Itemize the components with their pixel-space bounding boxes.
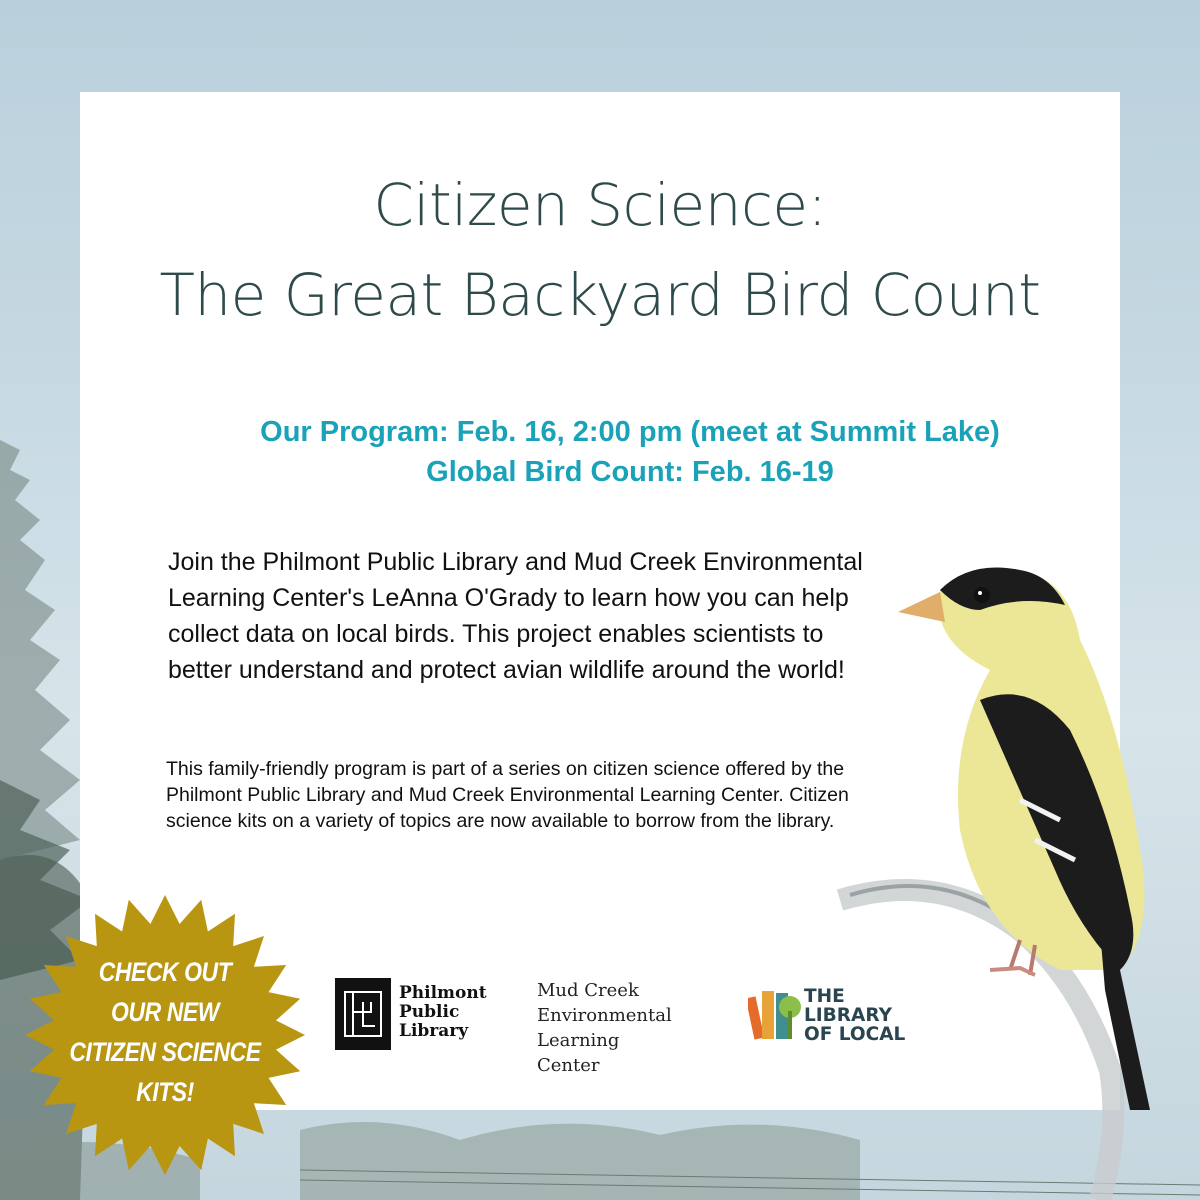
philmont-logo-mark-icon xyxy=(335,978,391,1050)
program-date-line: Our Program: Feb. 16, 2:00 pm (meet at Summit Lake) xyxy=(260,416,1000,448)
philmont-logo-line: Philmont xyxy=(399,983,487,1003)
global-count-date-line: Global Bird Count: Feb. 16-19 xyxy=(426,456,834,488)
books-icon xyxy=(748,985,802,1041)
library-of-local-line: OF LOCAL xyxy=(804,1024,906,1045)
page-title xyxy=(0,160,1200,340)
philmont-library-logo xyxy=(335,978,495,1050)
goldfinch-icon xyxy=(820,550,1200,1200)
mud-creek-logo xyxy=(537,978,717,1078)
mud-creek-logo-line: Center xyxy=(537,1055,600,1076)
badge-line-2: OUR NEW xyxy=(111,997,219,1027)
mud-creek-logo-line: Learning xyxy=(537,1030,620,1051)
philmont-logo-line: Public xyxy=(399,1002,460,1022)
secondary-description: This family-friendly program is part of a series on citizen science offered by the Philmont Public Library and Mud Creek Environmental Learning Center. Citizen science kits on a variety of topics are now available to borrow from the library. xyxy=(166,758,849,832)
badge-line-4: KITS! xyxy=(136,1077,194,1107)
mud-creek-logo-line: Mud Creek xyxy=(537,980,639,1001)
badge-line-3: CITIZEN SCIENCE xyxy=(69,1037,261,1067)
kits-badge xyxy=(59,952,272,1112)
philmont-logo-line: Library xyxy=(399,1021,469,1041)
library-of-local-logo xyxy=(748,985,948,1045)
philmont-logo-text xyxy=(399,984,499,1041)
title-line-2: The Great Backyard Bird Count xyxy=(159,261,1041,329)
mud-creek-logo-line: Environmental xyxy=(537,1005,672,1026)
library-of-local-text xyxy=(804,987,954,1044)
main-description: Join the Philmont Public Library and Mud Creek Environmental Learning Center's LeAnna O'Grady to learn how you can help collect data on local birds. This project enables scientists to better understand and protect avian wildlife around the world! xyxy=(168,548,863,684)
library-of-local-line: THE xyxy=(804,986,845,1007)
badge-line-1: CHECK OUT xyxy=(98,957,232,987)
title-line-1: Citizen Science: xyxy=(373,171,827,239)
library-of-local-line: LIBRARY xyxy=(804,1005,892,1026)
program-dates xyxy=(150,412,1110,492)
